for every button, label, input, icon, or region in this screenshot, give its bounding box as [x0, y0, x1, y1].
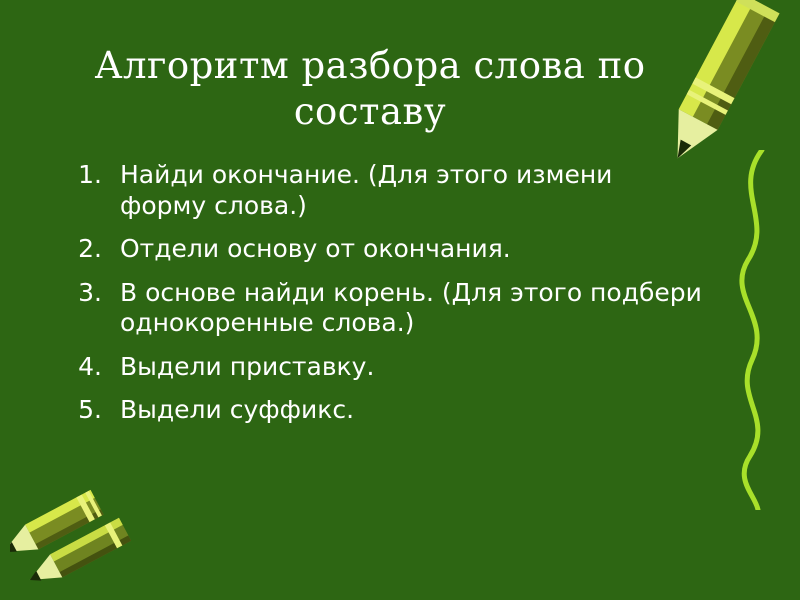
list-item: [62, 395, 702, 426]
list-item-label: Найди окончание. (Для этого измени форму слова.): [120, 160, 613, 220]
list-item-number: 5.: [78, 395, 102, 424]
list-item: [62, 160, 702, 221]
list-item-label: Выдели приставку.: [120, 351, 375, 381]
list-item-label: В основе найди корень. (Для этого подбери однокоренные слова.): [120, 277, 702, 337]
list-item-number: 3.: [78, 277, 102, 307]
pencils-icon: [10, 482, 160, 592]
list-item-label: Выдели суффикс.: [120, 395, 355, 424]
list-item-label: Отдели основу от окончания.: [120, 234, 511, 263]
list-item: [62, 352, 702, 383]
list-item-number: 1.: [78, 160, 102, 189]
list-item-number: 4.: [78, 351, 102, 381]
list-item: [62, 278, 702, 339]
list-item-number: 2.: [78, 234, 102, 263]
list-item: [62, 234, 702, 265]
algorithm-step-list: [62, 160, 702, 439]
squiggle-line: [722, 150, 782, 510]
page-title: Алгоритм разбора слова по составу: [94, 43, 646, 134]
